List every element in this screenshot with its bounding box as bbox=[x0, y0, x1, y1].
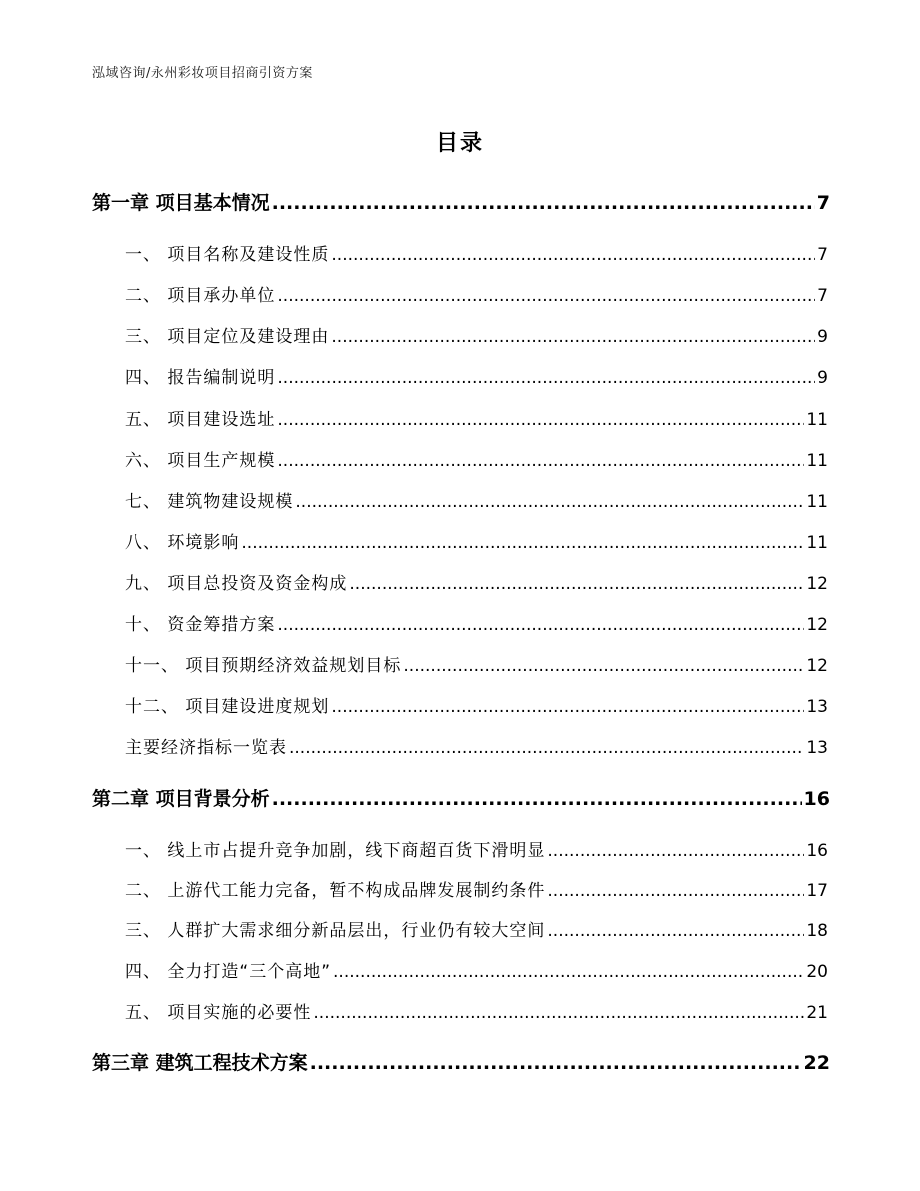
toc-page-number: 13 bbox=[806, 697, 828, 717]
toc-entry-section[interactable] bbox=[125, 957, 828, 982]
toc-entry-section[interactable] bbox=[125, 998, 828, 1023]
toc-leader-dots bbox=[333, 962, 804, 982]
toc-entry-label: 八、 环境影响 bbox=[125, 533, 240, 553]
toc-leader-dots bbox=[547, 921, 804, 941]
toc-entry-section[interactable] bbox=[125, 836, 828, 861]
toc-entry-label: 四、 全力打造“三个高地” bbox=[125, 962, 332, 982]
toc-entry-label: 五、 项目实施的必要性 bbox=[125, 1003, 312, 1023]
toc-entry-label: 七、 建筑物建设规模 bbox=[125, 492, 294, 512]
toc-entry-label: 四、 报告编制说明 bbox=[125, 368, 276, 388]
toc-entry-label: 十二、 项目建设进度规划 bbox=[125, 697, 330, 717]
toc-page-number: 9 bbox=[817, 327, 828, 347]
toc-leader-dots bbox=[277, 451, 804, 471]
toc-page-number: 12 bbox=[806, 615, 828, 635]
toc-leader-dots bbox=[331, 697, 804, 717]
toc-leader-dots bbox=[331, 327, 815, 347]
toc-leader-dots bbox=[277, 615, 804, 635]
toc-entry-section[interactable] bbox=[125, 528, 828, 553]
toc-page-number: 9 bbox=[817, 368, 828, 388]
toc-leader-dots bbox=[277, 368, 815, 388]
toc-page-number: 22 bbox=[803, 1052, 830, 1074]
toc-page-number: 16 bbox=[806, 841, 828, 861]
toc-entry-label: 二、 上游代工能力完备，暂不构成品牌发展制约条件 bbox=[125, 881, 546, 901]
toc-entry-section[interactable] bbox=[125, 733, 828, 758]
toc-entry-section[interactable] bbox=[125, 651, 828, 676]
page-header: 泓域咨询/永州彩妆项目招商引资方案 bbox=[92, 66, 313, 81]
toc-entry-section[interactable] bbox=[125, 692, 828, 717]
toc-leader-dots bbox=[313, 1003, 804, 1023]
toc-entry-section[interactable] bbox=[125, 405, 828, 430]
toc-entry-label: 第一章 项目基本情况 bbox=[92, 192, 270, 214]
toc-leader-dots bbox=[295, 492, 804, 512]
toc-leader-dots bbox=[403, 656, 804, 676]
toc-entry-label: 十一、 项目预期经济效益规划目标 bbox=[125, 656, 402, 676]
toc-entry-section[interactable] bbox=[125, 569, 828, 594]
toc-entry-chapter-3[interactable] bbox=[92, 1048, 830, 1075]
toc-leader-dots bbox=[547, 881, 804, 901]
toc-entry-label: 一、 项目名称及建设性质 bbox=[125, 245, 330, 265]
toc-page-number: 18 bbox=[806, 921, 828, 941]
toc-entry-label: 第三章 建筑工程技术方案 bbox=[92, 1052, 308, 1074]
toc-page-number: 13 bbox=[806, 738, 828, 758]
toc-entry-label: 九、 项目总投资及资金构成 bbox=[125, 574, 348, 594]
toc-entry-label: 三、 项目定位及建设理由 bbox=[125, 327, 330, 347]
toc-entry-label: 六、 项目生产规模 bbox=[125, 451, 276, 471]
toc-page-number: 11 bbox=[806, 410, 828, 430]
toc-entry-label: 主要经济指标一览表 bbox=[125, 738, 287, 758]
toc-entry-section[interactable] bbox=[125, 281, 828, 306]
toc-page-number: 7 bbox=[817, 286, 828, 306]
toc-entry-label: 十、 资金筹措方案 bbox=[125, 615, 276, 635]
toc-leader-dots bbox=[241, 533, 804, 553]
toc-entry-section[interactable] bbox=[125, 322, 828, 347]
toc-leader-dots bbox=[272, 788, 802, 810]
toc-entry-chapter-1[interactable] bbox=[92, 188, 830, 215]
toc-entry-label: 三、 人群扩大需求细分新品层出，行业仍有较大空间 bbox=[125, 921, 546, 941]
toc-entry-section[interactable] bbox=[125, 240, 828, 265]
toc-entry-section[interactable] bbox=[125, 487, 828, 512]
toc-page-number: 11 bbox=[806, 492, 828, 512]
toc-leader-dots bbox=[310, 1052, 802, 1074]
toc-entry-section[interactable] bbox=[125, 610, 828, 635]
toc-page-number: 12 bbox=[806, 574, 828, 594]
toc-leader-dots bbox=[277, 410, 804, 430]
toc-page-number: 20 bbox=[806, 962, 828, 982]
toc-leader-dots bbox=[349, 574, 804, 594]
toc-page-number: 11 bbox=[806, 533, 828, 553]
toc-page-number: 7 bbox=[816, 192, 830, 214]
toc-entry-section[interactable] bbox=[125, 916, 828, 941]
toc-entry-section[interactable] bbox=[125, 363, 828, 388]
toc-entry-section[interactable] bbox=[125, 876, 828, 901]
toc-entry-section[interactable] bbox=[125, 446, 828, 471]
toc-page-number: 12 bbox=[806, 656, 828, 676]
toc-entry-label: 第二章 项目背景分析 bbox=[92, 788, 270, 810]
toc-entry-label: 五、 项目建设选址 bbox=[125, 410, 276, 430]
toc-page-number: 7 bbox=[817, 245, 828, 265]
toc-page-number: 17 bbox=[806, 881, 828, 901]
toc-entry-chapter-2[interactable] bbox=[92, 784, 830, 811]
toc-entry-label: 二、 项目承办单位 bbox=[125, 286, 276, 306]
toc-entry-label: 一、 线上市占提升竞争加剧，线下商超百货下滑明显 bbox=[125, 841, 546, 861]
toc-leader-dots bbox=[547, 841, 804, 861]
toc-title: 目录 bbox=[435, 131, 484, 156]
toc-page-number: 11 bbox=[806, 451, 828, 471]
toc-leader-dots bbox=[272, 192, 815, 214]
toc-leader-dots bbox=[331, 245, 815, 265]
toc-page-number: 16 bbox=[803, 788, 830, 810]
toc-leader-dots bbox=[277, 286, 815, 306]
toc-leader-dots bbox=[289, 738, 804, 758]
toc-page-number: 21 bbox=[806, 1003, 828, 1023]
